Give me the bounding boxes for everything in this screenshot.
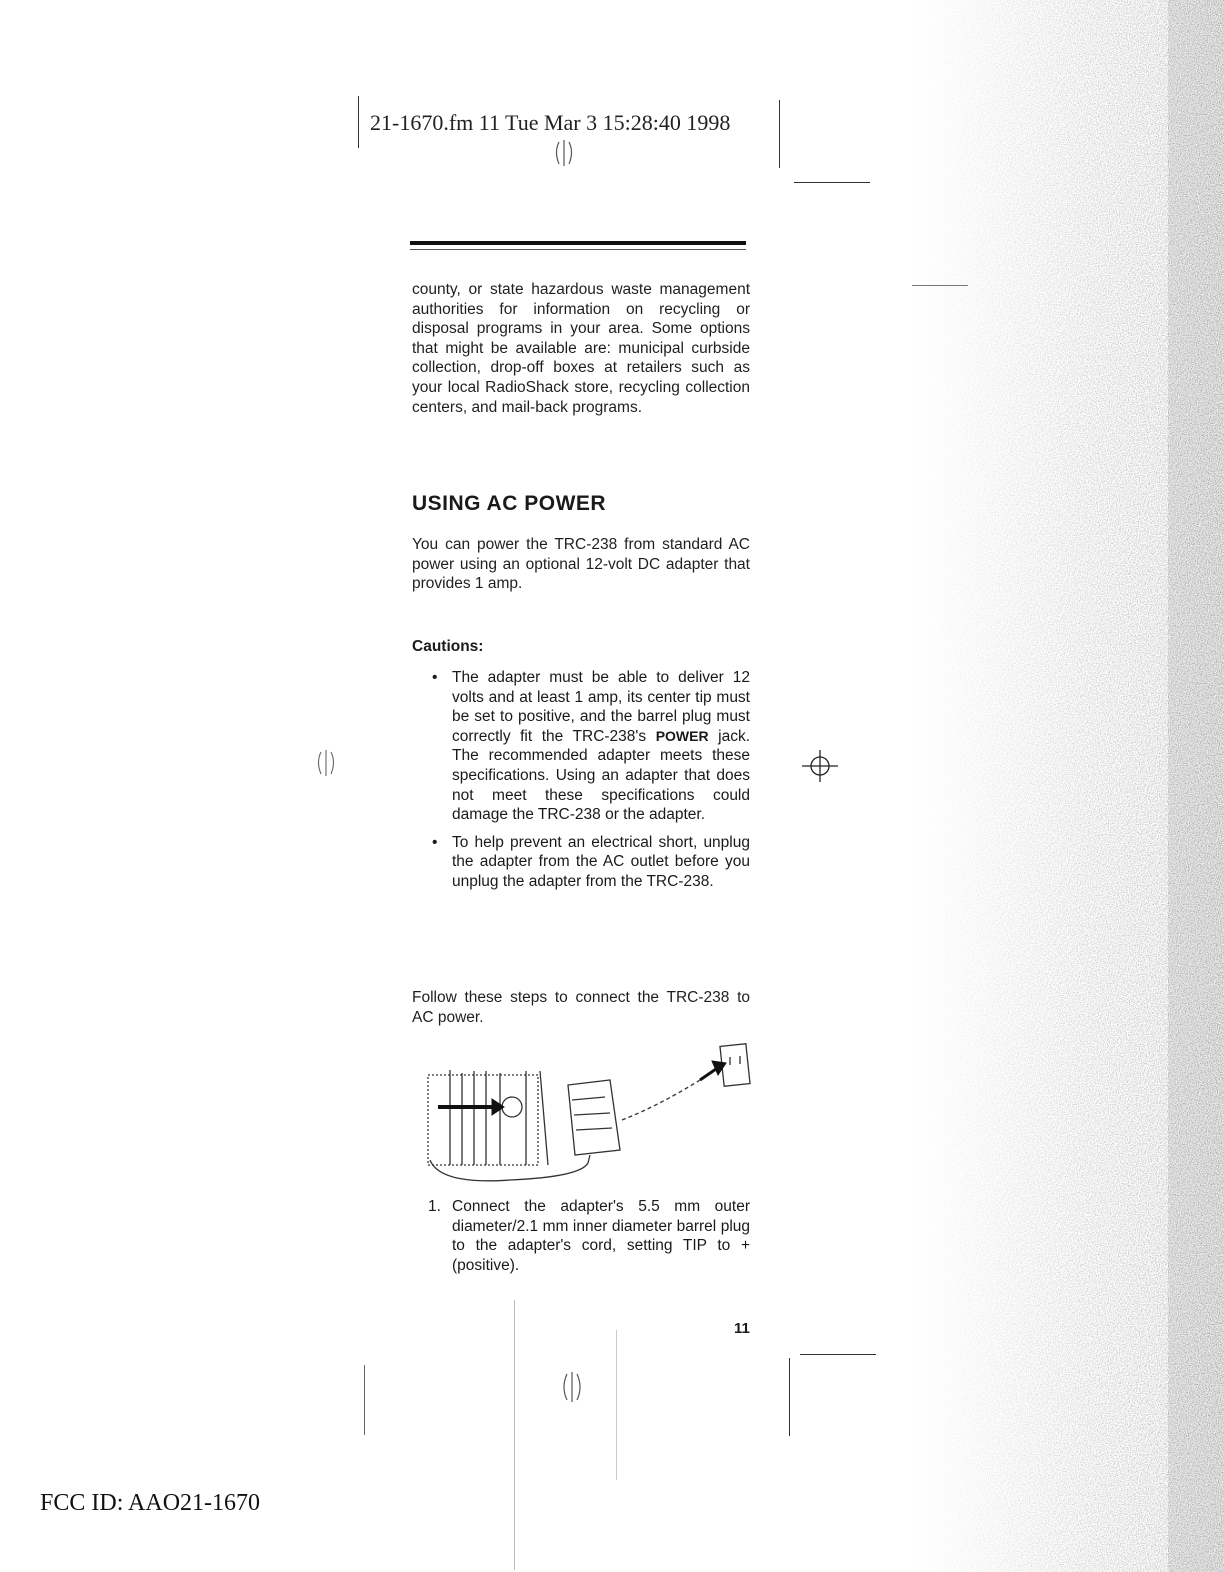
steps-list [428,1197,750,1275]
cautions-label: Cautions: [412,638,484,655]
crop-mark [794,182,870,183]
guide-line [514,1300,515,1570]
list-item [428,668,750,825]
file-header: 21-1670.fm 11 Tue Mar 3 15:28:40 1998 [370,110,731,135]
fcc-id: FCC ID: AAO21-1670 [40,1490,261,1516]
bullet-icon: • [432,669,438,686]
crop-mark [364,1365,365,1435]
list-item [428,1197,750,1275]
crop-mark [912,285,968,286]
caution-text-1a: The adapter must be able to deliver 12 volts and at least 1 amp, its center tip must be set to positive, and the barrel plug must correctly fit the TRC-238's [452,669,750,745]
intro-paragraph: county, or state hazardous waste management authorities for information on recycling or disposal programs in your area. Some options that might be available are: municipal curbside collection, drop-off boxes at retailers such as your local RadioShack store, recycling collection centers, and mail-back programs. [412,281,750,416]
crop-mark [358,96,359,148]
registration-target-right [800,748,840,784]
crop-mark [789,1358,790,1436]
guide-line [616,1330,617,1480]
crop-mark [800,1354,876,1355]
power-jack-label: POWER [655,727,709,744]
section-intro: You can power the TRC-238 from standard AC power using an optional 12-volt DC adapter that provides 1 amp. [412,536,750,593]
adapter-connection-illustration [400,1035,760,1185]
section-rule [410,241,746,245]
bullet-icon: • [432,833,438,851]
section-rule-thin [410,249,746,250]
scan-noise-texture [914,0,1224,1572]
step-text: Connect the adapter's 5.5 mm outer diameter/2.1 mm inner diameter barrel plug to the adapter's cord, setting TIP to + (positive). [452,1198,750,1274]
registration-mark-left [315,748,337,778]
caution-text-2: To help prevent an electrical short, unplug the adapter from the AC outlet before you unplug the adapter from the TRC-238. [452,833,750,890]
caution-text-1b: jack. The recommended adapter meets these specifications. Using an adapter that does not meet these specifications could damage the TRC-238 or the adapter. [452,727,750,824]
list-item [428,833,750,892]
registration-mark-bottom [560,1370,584,1404]
page-number: 11 [734,1320,750,1337]
registration-mark-top [553,138,575,168]
step-number: 1. [428,1198,441,1215]
crop-mark [779,100,780,168]
steps-intro: Follow these steps to connect the TRC-238 to AC power. [412,989,750,1026]
section-heading: USING AC POWER [412,492,607,515]
cautions-list [428,668,750,900]
